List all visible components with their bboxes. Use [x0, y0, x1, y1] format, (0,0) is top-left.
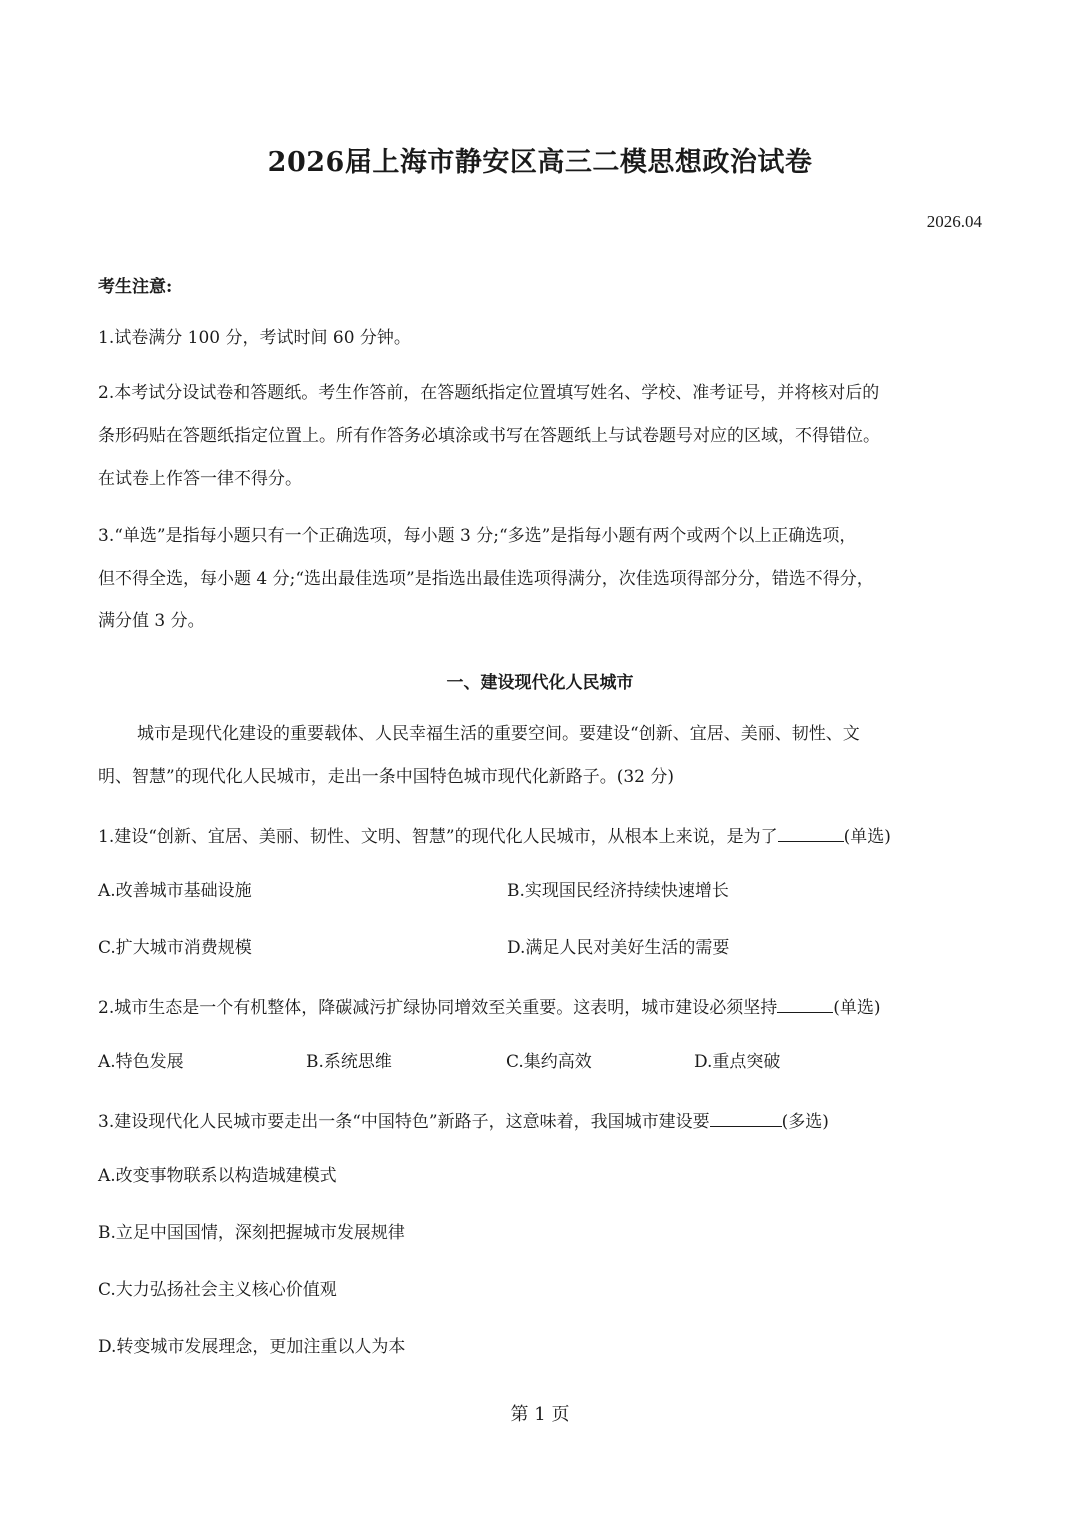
- exam-title: 2026届上海市静安区高三二模思想政治试卷: [267, 147, 813, 178]
- question-1-text: 1.建设“创新、宜居、美丽、韧性、文明、智慧”的现代化人民城市，从根本上来说，是为了: [98, 827, 778, 847]
- question-1-answer-blank[interactable]: [778, 823, 844, 842]
- notice-item-3-line-3: 满分值 3 分。: [98, 611, 205, 631]
- question-1-option-c: C.扩大城市消费规模: [98, 938, 252, 958]
- question-2-text: 2.城市生态是一个有机整体，降碳减污扩绿协同增效至关重要。这表明，城市建设必须坚持: [98, 998, 778, 1018]
- question-2-option-d: D.重点突破: [694, 1052, 781, 1072]
- notice-item-3-line-1: 3.“单选”是指每小题只有一个正确选项，每小题 3 分;“多选”是指每小题有两个或两个以上正确选项，: [98, 526, 857, 546]
- question-3-option-c: C.大力弘扬社会主义核心价值观: [98, 1280, 337, 1300]
- question-1-stem: [98, 823, 891, 849]
- notice-item-1: 1.试卷满分 100 分，考试时间 60 分钟。: [98, 328, 411, 348]
- question-3-text: 3.建设现代化人民城市要走出一条“中国特色”新路子，这意味着，我国城市建设要: [98, 1112, 710, 1132]
- question-1-type: (单选): [843, 827, 891, 847]
- question-1-option-b: B.实现国民经济持续快速增长: [507, 881, 729, 901]
- notice-item-2-line-1: 2.本考试分设试卷和答题纸。考生作答前，在答题纸指定位置填写姓名、学校、准考证号，并将核对后的: [98, 383, 880, 403]
- exam-date: 2026.04: [926, 212, 982, 231]
- section-intro-line-1: 城市是现代化建设的重要载体、人民幸福生活的重要空间。要建设“创新、宜居、美丽、韧性、文: [137, 724, 860, 744]
- question-3-option-b: B.立足中国国情，深刻把握城市发展规律: [98, 1223, 405, 1243]
- question-3-option-a: A.改变事物联系以构造城建模式: [98, 1166, 337, 1186]
- question-2-option-c: C.集约高效: [506, 1052, 592, 1072]
- section-title: 一、建设现代化人民城市: [446, 673, 634, 693]
- question-2-option-a: A.特色发展: [98, 1052, 184, 1072]
- question-2-type: (单选): [833, 998, 881, 1018]
- question-2-option-b: B.系统思维: [306, 1052, 392, 1072]
- notice-item-2-line-2: 条形码贴在答题纸指定位置上。所有作答务必填涂或书写在答题纸上与试卷题号对应的区域，不得错位。: [98, 426, 880, 446]
- question-3-answer-blank[interactable]: [710, 1108, 782, 1127]
- question-2-stem: [98, 994, 880, 1020]
- question-3-type: (多选): [781, 1112, 829, 1132]
- question-2-answer-blank[interactable]: [777, 994, 833, 1013]
- question-3-stem: [98, 1108, 829, 1134]
- question-1-option-a: A.改善城市基础设施: [98, 881, 252, 901]
- page-number: 第 1 页: [510, 1404, 570, 1425]
- notice-heading: 考生注意:: [98, 277, 173, 297]
- notice-item-2-line-3: 在试卷上作答一律不得分。: [98, 469, 302, 489]
- notice-item-3-line-2: 但不得全选，每小题 4 分;“选出最佳选项”是指选出最佳选项得满分，次佳选项得部分分，错选不得分，: [98, 569, 874, 589]
- question-1-option-d: D.满足人民对美好生活的需要: [507, 938, 730, 958]
- question-3-option-d: D.转变城市发展理念，更加注重以人为本: [98, 1337, 406, 1357]
- section-intro-line-2: 明、智慧”的现代化人民城市，走出一条中国特色城市现代化新路子。(32 分): [98, 767, 674, 787]
